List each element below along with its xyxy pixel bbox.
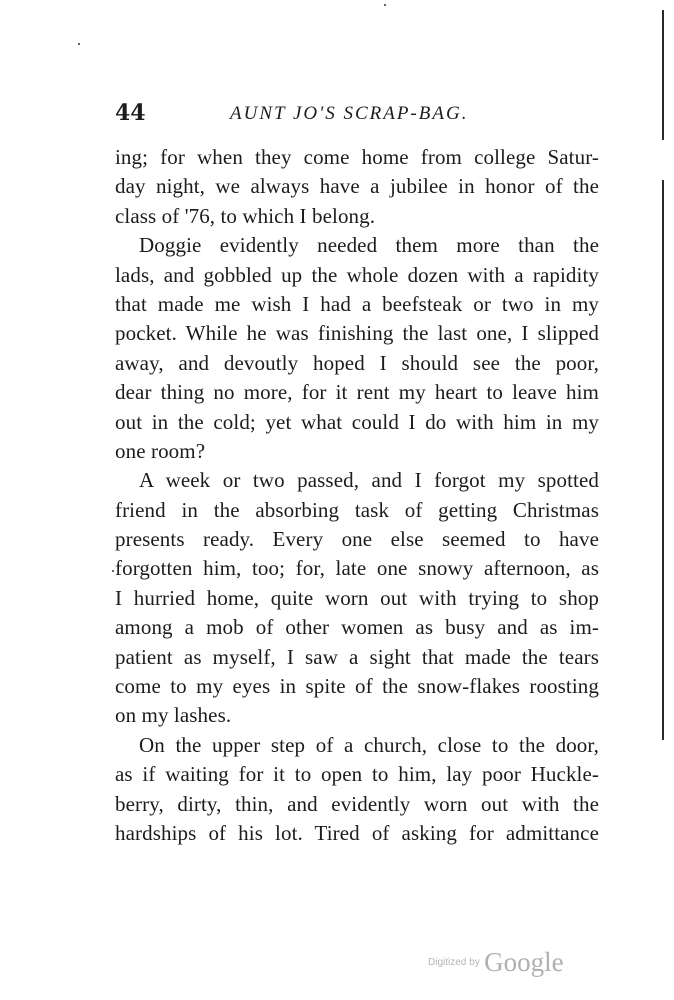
text-line: as if waiting for it to open to him, lay poor Huckle- [115,762,599,787]
text-line: class of '76, to which I belong. [115,203,376,228]
text-line: Doggie evidently needed them more than the [139,233,599,258]
page-header [115,100,605,130]
text-line: among a mob of other women as busy and as im- [115,615,599,640]
text-line: dear thing no more, for it rent my heart to leave him [115,380,599,405]
text-line: away, and devoutly hoped I should see the poor, [115,350,599,375]
text-line: berry, dirty, thin, and evidently worn out with the [115,791,599,816]
watermark-prefix: Digitized by [428,957,480,968]
text-line: that made me wish I had a beefsteak or two in my [115,291,599,316]
body-text [115,143,599,848]
text-line: friend in the absorbing task of getting Christmas [115,497,599,522]
text-line: forgotten him, too; for, late one snowy afternoon, as [115,556,599,581]
page-number: 44 [115,100,146,126]
text-line: I hurried home, quite worn out with trying to shop [115,585,599,610]
digitized-by-google-watermark [428,947,564,978]
scan-speck [78,43,80,45]
text-line: lads, and gobbled up the whole dozen with a rapidity [115,262,599,287]
text-line: day night, we always have a jubilee in honor of the [115,174,599,199]
text-line: On the upper step of a church, close to the door, [139,732,599,757]
text-line: A week or two passed, and I forgot my spotted [139,468,599,493]
scan-speck [112,570,114,572]
text-line: on my lashes. [115,703,232,728]
page-edge-line [662,10,664,140]
scan-speck [384,4,386,6]
text-line: one room? [115,438,206,463]
text-line: pocket. While he was finishing the last one, I slipped [115,321,599,346]
text-line: ing; for when they come home from college Satur- [115,145,599,169]
running-title: AUNT JO'S SCRAP-BAG. [230,103,469,124]
page-edge-line [662,180,664,740]
text-line: presents ready. Every one else seemed to have [115,527,599,552]
text-line: hardships of his lot. Tired of asking for admittance [115,820,599,845]
text-line: out in the cold; yet what could I do with him in my [115,409,599,434]
text-line: come to my eyes in spite of the snow-flakes roosting [115,674,599,699]
google-logo: Google [484,947,564,977]
text-line: patient as myself, I saw a sight that made the tears [115,644,599,669]
